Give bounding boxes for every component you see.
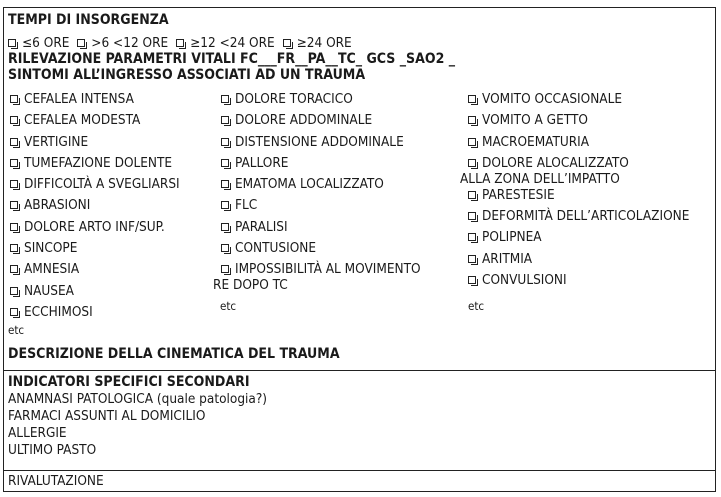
symptom-item[interactable] bbox=[468, 187, 689, 208]
symptoms-column-2 bbox=[213, 91, 421, 294]
checkbox-icon[interactable] bbox=[10, 201, 18, 209]
checkbox-icon[interactable] bbox=[468, 95, 476, 103]
etc-note: etc bbox=[468, 299, 485, 313]
secondary-title: INDICATORI SPECIFICI SECONDARI bbox=[8, 374, 250, 390]
symptom-label: DISTENSIONE ADDOMINALE bbox=[235, 133, 404, 150]
symptom-label-continuation: RE DOPO TC bbox=[213, 277, 288, 294]
checkbox-icon[interactable] bbox=[221, 159, 229, 167]
reassessment-label[interactable]: RIVALUTAZIONE bbox=[8, 473, 104, 489]
checkbox-icon[interactable] bbox=[283, 39, 291, 47]
symptom-label: PARESTESIE bbox=[482, 186, 555, 203]
symptom-item[interactable] bbox=[221, 112, 421, 133]
symptoms-column-3 bbox=[460, 91, 690, 293]
kinematics-title: DESCRIZIONE DELLA CINEMATICA DEL TRAUMA bbox=[8, 346, 340, 362]
symptom-label: PALLORE bbox=[235, 154, 289, 171]
symptom-item[interactable] bbox=[10, 261, 180, 282]
symptom-label: CONVULSIONI bbox=[482, 272, 567, 289]
checkbox-icon[interactable] bbox=[77, 39, 85, 47]
symptom-label: CEFALEA INTENSA bbox=[24, 91, 134, 107]
onset-option[interactable]: ≥12 <24 ORE bbox=[176, 35, 275, 51]
symptom-label: DOLORE TORACICO bbox=[235, 91, 353, 107]
secondary-line[interactable]: ULTIMO PASTO bbox=[8, 442, 97, 458]
onset-title: TEMPI DI INSORGENZA bbox=[8, 12, 169, 28]
symptom-label: ARITMIA bbox=[482, 250, 533, 267]
symptom-label: DOLORE ADDOMINALE bbox=[235, 112, 373, 129]
symptom-label: MACROEMATURIA bbox=[482, 133, 590, 150]
symptom-label: VOMITO OCCASIONALE bbox=[482, 91, 623, 107]
symptom-item[interactable] bbox=[10, 197, 180, 218]
symptom-label: CEFALEA MODESTA bbox=[24, 112, 141, 129]
section-divider bbox=[4, 370, 715, 371]
section-divider bbox=[4, 470, 715, 471]
symptom-label: NAUSEA bbox=[24, 282, 74, 299]
symptom-label: AMNESIA bbox=[24, 261, 80, 278]
symptom-label: DEFORMITÀ DELL’ARTICOLAZIONE bbox=[482, 208, 690, 225]
checkbox-icon[interactable] bbox=[468, 191, 476, 199]
checkbox-icon[interactable] bbox=[10, 180, 18, 188]
checkbox-icon[interactable] bbox=[10, 223, 18, 231]
checkbox-icon[interactable] bbox=[221, 138, 229, 146]
checkbox-icon[interactable] bbox=[10, 159, 18, 167]
symptom-item[interactable] bbox=[10, 91, 180, 112]
symptom-label: ABRASIONI bbox=[24, 197, 91, 214]
checkbox-icon[interactable] bbox=[10, 308, 18, 316]
checkbox-icon[interactable] bbox=[221, 180, 229, 188]
checkbox-icon[interactable] bbox=[468, 116, 476, 124]
symptom-item[interactable] bbox=[460, 154, 689, 187]
symptom-label: TUMEFAZIONE DOLENTE bbox=[24, 154, 173, 171]
onset-option[interactable]: ≤6 ORE bbox=[8, 35, 69, 51]
symptom-item[interactable] bbox=[221, 134, 421, 155]
symptom-label: FLC bbox=[235, 197, 258, 214]
checkbox-icon[interactable] bbox=[221, 201, 229, 209]
symptoms-column-1 bbox=[10, 91, 180, 325]
checkbox-icon[interactable] bbox=[221, 265, 229, 273]
symptom-label: DOLORE ALOCALIZZATO bbox=[482, 154, 629, 171]
symptom-item[interactable] bbox=[221, 91, 421, 112]
secondary-line[interactable]: FARMACI ASSUNTI AL DOMICILIO bbox=[8, 408, 206, 424]
checkbox-icon[interactable] bbox=[468, 159, 476, 167]
symptom-label: CONTUSIONE bbox=[235, 240, 317, 257]
checkbox-icon[interactable] bbox=[221, 95, 229, 103]
checkbox-icon[interactable] bbox=[176, 39, 184, 47]
checkbox-icon[interactable] bbox=[10, 95, 18, 103]
symptom-item[interactable] bbox=[468, 91, 689, 112]
etc-note: etc bbox=[220, 299, 237, 313]
symptom-label: PARALISI bbox=[235, 218, 288, 235]
symptom-item[interactable] bbox=[468, 134, 689, 155]
symptom-item[interactable] bbox=[221, 219, 421, 240]
checkbox-icon[interactable] bbox=[10, 116, 18, 124]
symptom-label: DOLORE ARTO INF/SUP. bbox=[24, 218, 165, 235]
symptom-item[interactable] bbox=[10, 155, 180, 176]
symptom-item[interactable] bbox=[10, 134, 180, 155]
secondary-line[interactable]: ALLERGIE bbox=[8, 425, 67, 441]
symptom-label: EMATOMA LOCALIZZATO bbox=[235, 176, 384, 193]
symptom-label: SINCOPE bbox=[24, 240, 78, 257]
symptom-item[interactable] bbox=[221, 155, 421, 176]
symptom-item[interactable] bbox=[468, 208, 689, 229]
checkbox-icon[interactable] bbox=[221, 244, 229, 252]
onset-option[interactable]: ≥24 ORE bbox=[283, 35, 352, 51]
checkbox-icon[interactable] bbox=[8, 39, 16, 47]
symptom-item[interactable] bbox=[10, 283, 180, 304]
symptom-item[interactable] bbox=[468, 112, 689, 133]
checkbox-icon[interactable] bbox=[468, 138, 476, 146]
symptom-item[interactable] bbox=[10, 112, 180, 133]
symptom-item[interactable] bbox=[10, 240, 180, 261]
symptom-item[interactable] bbox=[213, 261, 421, 294]
onset-options bbox=[8, 35, 356, 51]
checkbox-icon[interactable] bbox=[468, 276, 476, 284]
symptom-item[interactable] bbox=[221, 240, 421, 261]
symptom-label: POLIPNEA bbox=[482, 229, 542, 246]
symptom-label-continuation: ALLA ZONA DELL’IMPATTO bbox=[460, 170, 620, 187]
checkbox-icon[interactable] bbox=[468, 212, 476, 220]
symptom-label: VERTIGINE bbox=[24, 133, 89, 150]
symptom-item[interactable] bbox=[221, 197, 421, 218]
checkbox-icon[interactable] bbox=[221, 116, 229, 124]
symptoms-title: SINTOMI ALL’INGRESSO ASSOCIATI AD UN TRAUMA bbox=[8, 67, 366, 83]
secondary-line[interactable]: ANAMNASI PATOLOGICA (quale patologia?) bbox=[8, 391, 268, 407]
vitals-line: RILEVAZIONE PARAMETRI VITALI FC___FR__PA__TC_ GCS _SAO2 _ bbox=[8, 51, 456, 67]
symptom-item[interactable] bbox=[468, 251, 689, 272]
symptom-item[interactable] bbox=[221, 176, 421, 197]
symptom-item[interactable] bbox=[10, 304, 180, 325]
checkbox-icon[interactable] bbox=[468, 233, 476, 241]
checkbox-icon[interactable] bbox=[10, 287, 18, 295]
checkbox-icon[interactable] bbox=[10, 265, 18, 273]
symptom-item[interactable] bbox=[468, 229, 689, 250]
symptom-label: IMPOSSIBILITÀ AL MOVIMENTO bbox=[235, 261, 421, 278]
symptom-label: VOMITO A GETTO bbox=[482, 112, 588, 129]
checkbox-icon[interactable] bbox=[10, 138, 18, 146]
symptom-label: DIFFICOLTÀ A SVEGLIARSI bbox=[24, 176, 180, 193]
onset-option[interactable]: >6 <12 ORE bbox=[77, 35, 168, 51]
symptom-item[interactable] bbox=[10, 176, 180, 197]
checkbox-icon[interactable] bbox=[468, 255, 476, 263]
symptom-item[interactable] bbox=[10, 219, 180, 240]
symptom-label: ECCHIMOSI bbox=[24, 303, 93, 320]
checkbox-icon[interactable] bbox=[221, 223, 229, 231]
symptom-item[interactable] bbox=[468, 272, 689, 293]
etc-note: etc bbox=[8, 323, 25, 337]
checkbox-icon[interactable] bbox=[10, 244, 18, 252]
